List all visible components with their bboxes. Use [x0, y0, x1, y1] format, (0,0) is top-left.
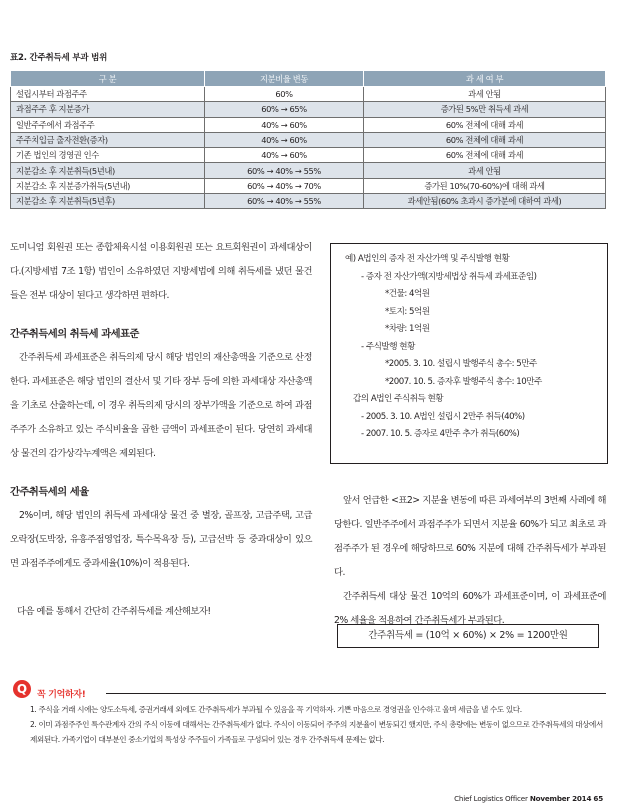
- example-line: 갑의 A법인 주식취득 현황: [353, 394, 444, 404]
- row-share-change: 60% → 40% → 55%: [205, 163, 364, 178]
- row-category: 설립시부터 과점주주: [11, 87, 205, 102]
- left-column: [10, 236, 312, 624]
- example-box: [330, 243, 608, 464]
- header-category: 구 분: [11, 71, 205, 87]
- table-row: [11, 163, 606, 178]
- table-row: [11, 194, 606, 209]
- table-title: 표2. 간주취득세 부과 범위: [10, 53, 108, 63]
- table-row: [11, 87, 606, 102]
- table-row: [11, 102, 606, 117]
- intro-paragraph: 도미니엄 회원권 또는 종합체육시설 이용회원권 또는 요트회원권이 과세대상이다.(지방세법 7조 1항) 법인이 소유하였던 지방세법에 의해 취득세를 냈던 물건들은 전부 대상이 된다고 생각하면 편하다.: [10, 242, 312, 301]
- example-line: 예) A법인의 증자 전 자산가액 및 주식발행 현황: [345, 254, 510, 264]
- analysis-paragraph: 앞서 언급한 <표2> 지분율 변동에 따른 과세여부의 3번째 사례에 해당한다. 일반주주에서 과점주주가 되면서 지분율 60%가 되고 최초로 과점주주가 된 경우에 해당하므로 60% 지분에 대해 간주취득세가 부과된다.: [334, 495, 606, 578]
- section-heading-tax-rate: 간주취득세의 세율: [10, 486, 89, 498]
- row-category: 일반주주에서 과점주주: [11, 117, 205, 132]
- example-intro-text: 다음 예를 통해서 간단히 간주취득세를 계산해보자!: [17, 606, 211, 617]
- table-header-row: [11, 71, 606, 87]
- calculation-paragraph: 간주취득세 대상 물건 10억의 60%가 과세표준이며, 이 과세표준에 2% 세율을 적용하여 간주취득세가 부과된다.: [334, 591, 606, 626]
- example-line: *2005. 3. 10. 설립시 발행주식 총수: 5만주: [385, 359, 537, 369]
- table-row: [11, 132, 606, 147]
- table-row: [11, 148, 606, 163]
- tax-rate-paragraph: 2%이며, 해당 법인의 취득세 과세대상 물건 중 별장, 골프장, 고급주택, 고급오락장(도박장, 유흥주점영업장, 특수목욕장 등), 고급선박 등 중과대상이 있으면 과점주주에게도 중과세율(10%)이 적용된다.: [10, 510, 312, 569]
- example-line: *2007. 10. 5. 증자후 발행주식 총수: 10만주: [385, 376, 542, 387]
- row-taxation: 과세 안됨: [364, 87, 606, 102]
- row-category: 과점주주 후 지분증가: [11, 102, 205, 117]
- row-taxation: 60% 전체에 대해 과세: [364, 117, 606, 132]
- row-share-change: 40% → 60%: [205, 117, 364, 132]
- example-line: *토지: 5억원: [385, 306, 430, 317]
- example-line: - 2005. 3. 10. A법인 설립시 2만주 취득(40%): [361, 411, 525, 422]
- example-line: *차량: 1억원: [385, 324, 430, 334]
- row-category: 지분감소 후 지분증가취득(5년내): [11, 178, 205, 193]
- formula-box: 간주취득세 = (10억 × 60%) × 2% = 1200만원: [337, 624, 599, 648]
- right-column: [334, 489, 606, 633]
- table-row: [11, 117, 606, 132]
- row-category: 기존 법인의 경영권 인수: [11, 148, 205, 163]
- magazine-name: Chief Logistics Officer: [454, 794, 528, 803]
- issue-date: November 2014: [529, 794, 592, 803]
- tax-scope-table: [10, 70, 606, 209]
- tax-base-paragraph: 간주취득세 과세표준은 취득의제 당시 해당 법인의 재산총액을 기준으로 산정한다. 과세표준은 해당 법인의 결산서 및 기타 장부 등에 의한 과세대상 자산총액을 기초로 산출하는데, 이 경우 취득의제 당시의 장부가액을 기준으로 하여 과점주주가 소유하고 있는 주식비율을 곱한 금액이 과세표준이 된다. 당연히 과세대상 물건의 감가상각누계액은 제외된다.: [10, 352, 312, 459]
- section-heading-tax-base: 간주취득세의 취득세 과세표준: [10, 328, 139, 340]
- row-category: 지분감소 후 지분취득(5년후): [11, 194, 205, 209]
- row-share-change: 60%: [205, 87, 364, 102]
- example-line: - 2007. 10. 5. 증자로 4만주 추가 취득(60%): [361, 429, 520, 439]
- row-category: 주주치입금 출자전환(증자): [11, 132, 205, 147]
- note-item: 2. 이미 과점주주인 특수관계자 간의 주식 이동에 대해서는 간주취득세가 없다. 주식이 이동되어 주주의 지분율이 변동되긴 했지만, 주식 총량에는 변동이 없으므로 간주취득세의 대상에서 제외된다. 가족기업이 대부분인 중소기업의 특성상 주주들이 가족들로 구성되어 있는 경우 간주취득세 문제는 없다.: [30, 720, 603, 744]
- row-taxation: 60% 전체에 대해 과세: [364, 132, 606, 147]
- row-taxation: 증가된 5%만 취득세 과세: [364, 102, 606, 117]
- row-taxation: 증가된 10%(70-60%)에 대해 과세: [364, 178, 606, 193]
- row-share-change: 60% → 65%: [205, 102, 364, 117]
- row-taxation: 60% 전체에 대해 과세: [364, 148, 606, 163]
- row-share-change: 40% → 60%: [205, 132, 364, 147]
- row-share-change: 60% → 40% → 70%: [205, 178, 364, 193]
- page-number: 65: [593, 794, 603, 803]
- example-line: - 주식발행 현황: [361, 341, 415, 352]
- page-footer: [454, 794, 603, 803]
- example-line: *건물: 4억원: [385, 289, 430, 299]
- row-share-change: 60% → 40% → 55%: [205, 194, 364, 209]
- header-taxation: 과 세 여 부: [364, 71, 606, 87]
- row-taxation: 과세 안됨: [364, 163, 606, 178]
- header-share-change: 지분비율 변동: [205, 71, 364, 87]
- q-icon: Q: [13, 680, 31, 698]
- remember-title: 꼭 기억하자!: [37, 690, 86, 700]
- row-category: 지분감소 후 지분취득(5년내): [11, 163, 205, 178]
- table-row: [11, 178, 606, 193]
- remember-notes: [30, 702, 608, 747]
- row-share-change: 40% → 60%: [205, 148, 364, 163]
- note-item: 1. 주식을 거래 시에는 양도소득세, 증권거래세 외에도 간주취득세가 부과될 수 있음을 꼭 기억하자. 기쁜 마음으로 경영권을 인수하고 울며 세금을 낼 수도 있다.: [30, 705, 522, 714]
- example-line: - 증자 전 자산가액(지방세법상 취득세 과세표준임): [361, 271, 537, 282]
- divider: [106, 693, 606, 694]
- row-taxation: 과세안됨(60% 초과시 증가분에 대하여 과세): [364, 194, 606, 209]
